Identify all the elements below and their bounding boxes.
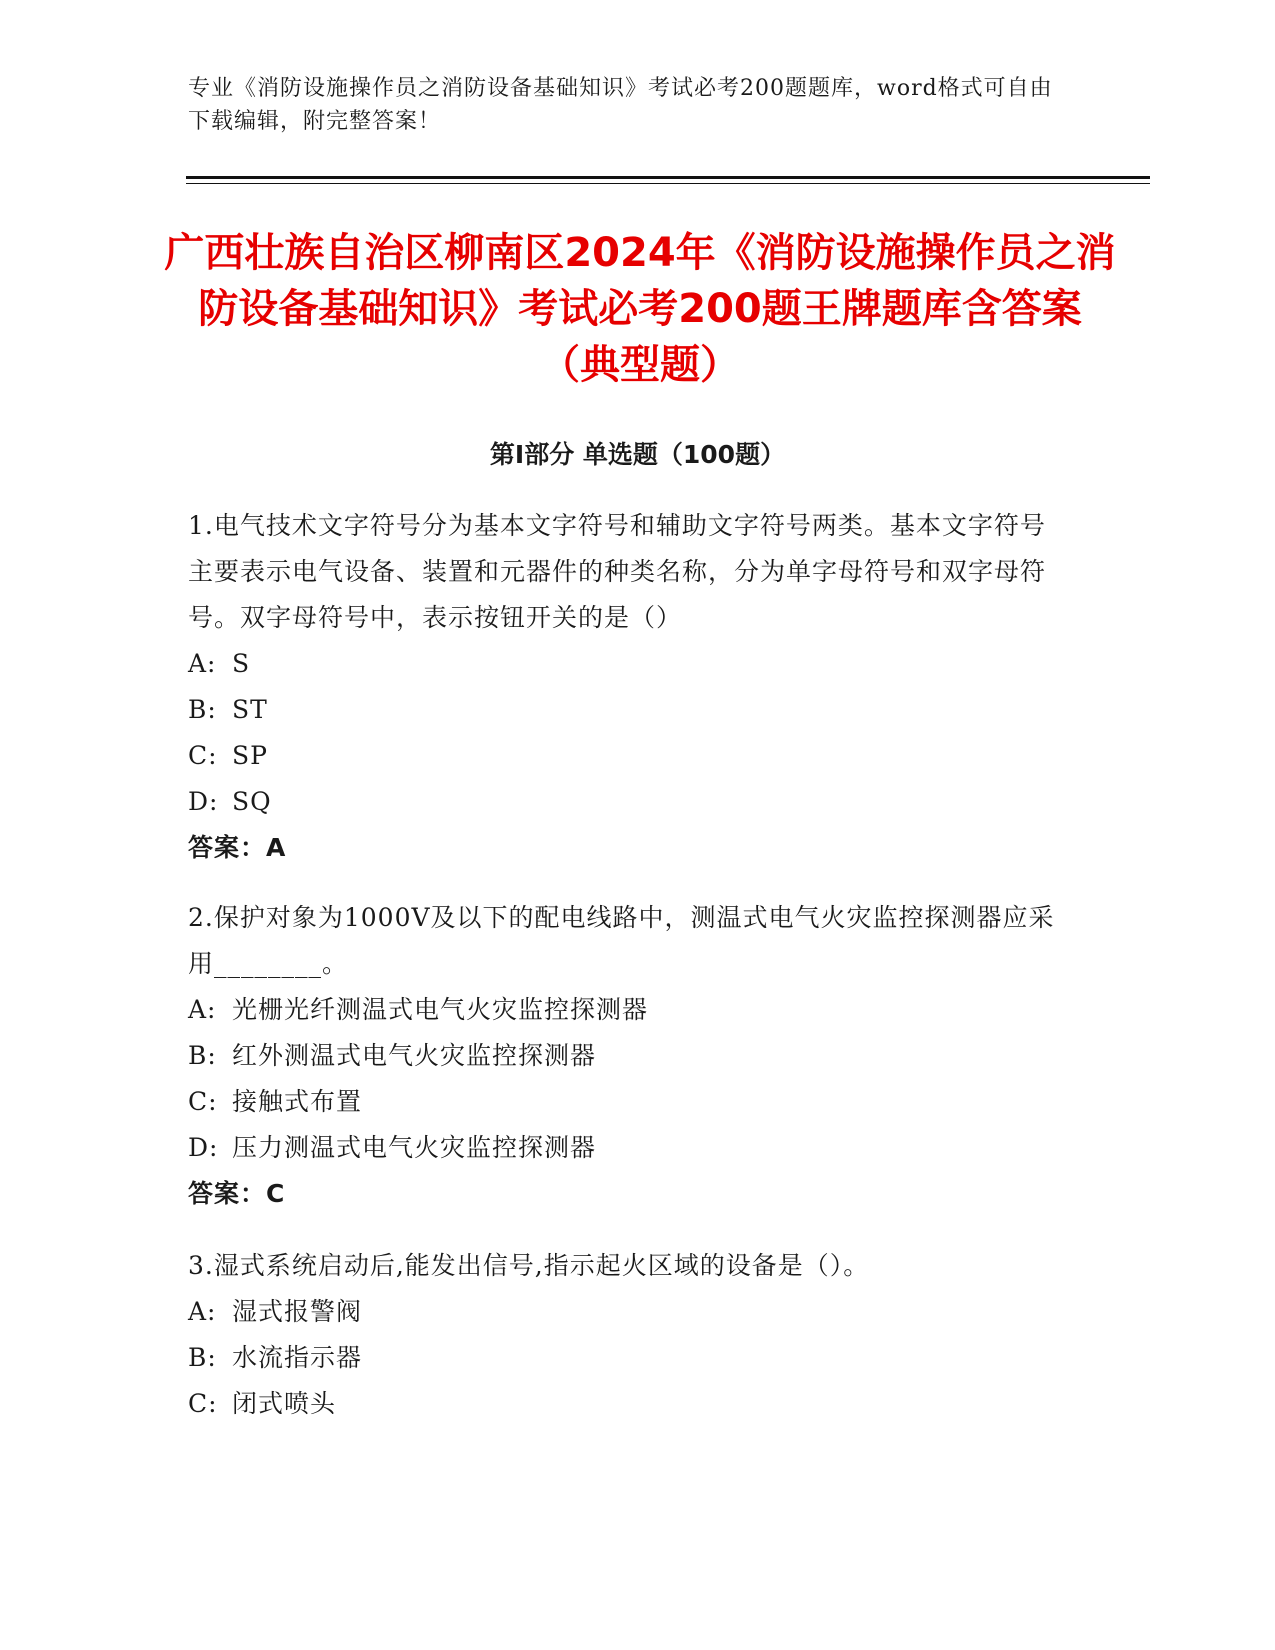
option-a bbox=[188, 1289, 1068, 1335]
option-key: A: bbox=[188, 1297, 217, 1326]
option-c bbox=[188, 733, 1068, 779]
option-key: C: bbox=[188, 1389, 218, 1418]
answer: 答案：A bbox=[188, 833, 287, 862]
option-text: 水流指示器 bbox=[232, 1343, 363, 1372]
option-key: B: bbox=[188, 1343, 217, 1372]
question-stem: 1.电气技术文字符号分为基本文字符号和辅助文字符号两类。基本文字符号主要表示电气设备、装置和元器件的种类名称，分为单字母符号和双字母符号。双字母符号中，表示按钮开关的是（） bbox=[188, 511, 1047, 632]
option-key: C: bbox=[188, 1087, 218, 1116]
document-title: 广西壮族自治区柳南区2024年《消防设施操作员之消防设备基础知识》考试必考200题王牌题库含答案（典型题） bbox=[164, 230, 1116, 388]
section-title: 第Ⅰ部分 单选题（100题） bbox=[489, 440, 786, 469]
header-note: 专业《消防设施操作员之消防设备基础知识》考试必考200题题库，word格式可自由下载编辑，附完整答案！ bbox=[188, 76, 1053, 134]
option-b bbox=[188, 1335, 1068, 1381]
option-text: SP bbox=[232, 741, 268, 770]
option-text: SQ bbox=[232, 787, 272, 816]
question-2 bbox=[188, 895, 1068, 1217]
option-text: 闭式喷头 bbox=[232, 1389, 337, 1418]
option-c bbox=[188, 1381, 1068, 1427]
option-c bbox=[188, 1079, 1068, 1125]
option-text: 接触式布置 bbox=[232, 1087, 363, 1116]
option-text: 红外测温式电气火灾监控探测器 bbox=[232, 1041, 597, 1070]
option-text: S bbox=[232, 649, 251, 678]
option-key: D: bbox=[188, 1133, 219, 1162]
option-text: 压力测温式电气火灾监控探测器 bbox=[232, 1133, 597, 1162]
question-1 bbox=[188, 503, 1068, 871]
question-3 bbox=[188, 1243, 1068, 1427]
option-b bbox=[188, 1033, 1068, 1079]
header-rule-thin bbox=[186, 183, 1150, 184]
option-d bbox=[188, 1125, 1068, 1171]
answer: 答案：C bbox=[188, 1179, 286, 1208]
question-stem: 3.湿式系统启动后,能发出信号,指示起火区域的设备是（）。 bbox=[188, 1251, 870, 1280]
option-a bbox=[188, 641, 1068, 687]
option-text: 光栅光纤测温式电气火灾监控探测器 bbox=[232, 995, 649, 1024]
option-key: C: bbox=[188, 741, 218, 770]
option-d bbox=[188, 779, 1068, 825]
question-stem: 2.保护对象为1000V及以下的配电线路中，测温式电气火灾监控探测器应采用________。 bbox=[188, 903, 1055, 978]
option-key: A: bbox=[188, 649, 217, 678]
option-text: ST bbox=[232, 695, 268, 724]
option-key: B: bbox=[188, 1041, 217, 1070]
option-key: D: bbox=[188, 787, 219, 816]
option-key: B: bbox=[188, 695, 217, 724]
option-key: A: bbox=[188, 995, 217, 1024]
header-rule-thick bbox=[186, 176, 1150, 179]
option-text: 湿式报警阀 bbox=[232, 1297, 363, 1326]
option-a bbox=[188, 987, 1068, 1033]
option-b bbox=[188, 687, 1068, 733]
